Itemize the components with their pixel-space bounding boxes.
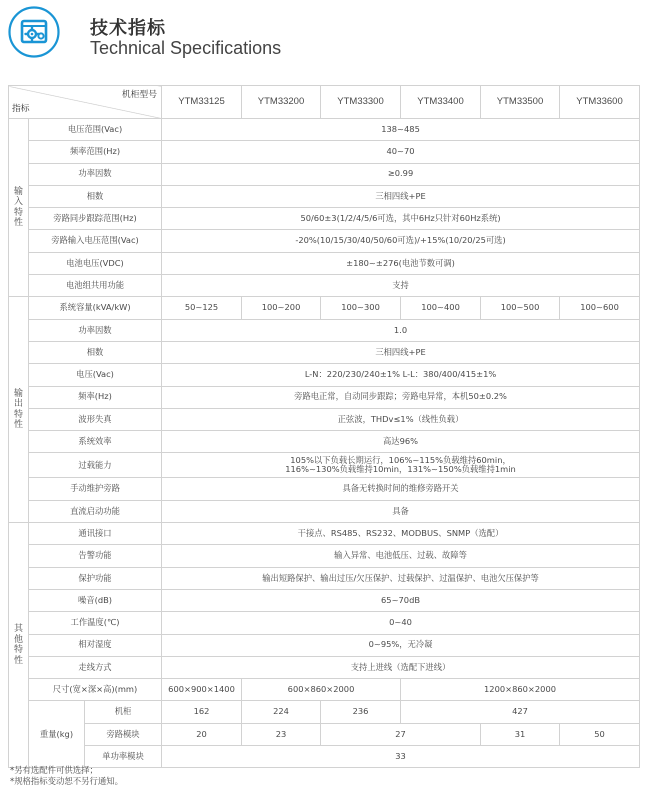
corner-cell xyxy=(9,86,162,119)
row-label: 旁路输入电压范围(Vac) xyxy=(29,230,162,252)
table-row xyxy=(9,545,640,567)
row-value: 31 xyxy=(481,723,560,745)
row-value: 0~95%，无冷凝 xyxy=(162,634,640,656)
table-row xyxy=(9,453,640,478)
row-label: 电压(Vac) xyxy=(29,364,162,386)
row-value: 50~125 xyxy=(162,297,242,319)
row-value: 65~70dB xyxy=(162,589,640,611)
table-row xyxy=(9,656,640,678)
row-value: 20 xyxy=(162,723,242,745)
row-value: 50/60±3(1/2/4/5/6可选，其中6Hz只针对60Hz系统) xyxy=(162,208,640,230)
footnote: *规格指标变动恕不另行通知。 xyxy=(10,775,124,786)
row-value: 23 xyxy=(242,723,321,745)
row-value: 40~70 xyxy=(162,141,640,163)
row-value: 支持上进线（选配下进线） xyxy=(162,656,640,678)
row-value: 162 xyxy=(162,701,242,723)
row-value: 600×900×1400 xyxy=(162,679,242,701)
row-value: 1.0 xyxy=(162,319,640,341)
row-value: 支持 xyxy=(162,275,640,297)
table-row xyxy=(9,701,640,723)
row-value: 三相四线+PE xyxy=(162,341,640,363)
row-label: 频率(Hz) xyxy=(29,386,162,408)
table-row xyxy=(9,341,640,363)
table-row xyxy=(9,500,640,522)
row-label: 告警功能 xyxy=(29,545,162,567)
row-value: 600×860×2000 xyxy=(242,679,401,701)
header-row xyxy=(9,86,640,119)
row-value: 100~600 xyxy=(560,297,640,319)
row-value: 具备无转换时间的维修旁路开关 xyxy=(162,478,640,500)
row-value: ≥0.99 xyxy=(162,163,640,185)
row-value: 输入异常、电池低压、过载、故障等 xyxy=(162,545,640,567)
row-value: 0~40 xyxy=(162,612,640,634)
row-label: 功率因数 xyxy=(29,319,162,341)
table-row xyxy=(9,723,640,745)
page-header xyxy=(8,6,648,64)
table-row xyxy=(9,163,640,185)
overload-line-1: 105%以下负载长期运行，106%~115%负载维持60min， xyxy=(290,454,511,465)
row-value: 输出短路保护、输出过压/欠压保护、过载保护、过温保护、电池欠压保护等 xyxy=(162,567,640,589)
row-value: 旁路电正常，自动同步跟踪；旁路电异常，本机50±0.2% xyxy=(162,386,640,408)
row-label: 走线方式 xyxy=(29,656,162,678)
row-label: 重量(kg) xyxy=(29,701,85,768)
row-label: 过载能力 xyxy=(29,453,162,478)
sub-label: 旁路模块 xyxy=(85,723,162,745)
row-label: 噪音(dB) xyxy=(29,589,162,611)
sub-label: 单功率模块 xyxy=(85,746,162,768)
corner-label-model: 机柜型号 xyxy=(121,90,158,100)
table-row xyxy=(9,364,640,386)
row-value: 正弦波，THDv≤1%（线性负载） xyxy=(162,408,640,430)
row-label: 直流启动功能 xyxy=(29,500,162,522)
table-row xyxy=(9,408,640,430)
row-value: -20%(10/15/30/40/50/60可选)/+15%(10/20/25可选) xyxy=(162,230,640,252)
model-cell: YTM33125 xyxy=(162,86,242,119)
model-cell: YTM33200 xyxy=(242,86,321,119)
footnote: *另有选配件可供选择； xyxy=(10,765,98,775)
row-value: 干接点、RS485、RS232、MODBUS、SNMP（选配） xyxy=(162,523,640,545)
row-value: 100~300 xyxy=(321,297,401,319)
row-value: 1200×860×2000 xyxy=(401,679,640,701)
row-value: 138~485 xyxy=(162,119,640,141)
table-row xyxy=(9,119,640,141)
row-value: 224 xyxy=(242,701,321,723)
table-row xyxy=(9,185,640,207)
table-row xyxy=(9,275,640,297)
row-value: 高达96% xyxy=(162,431,640,453)
sub-label: 机柜 xyxy=(85,701,162,723)
row-label: 尺寸(宽×深×高)(mm) xyxy=(29,679,162,701)
table-row xyxy=(9,386,640,408)
group-other: 其 他 特 性 xyxy=(9,523,29,768)
row-label: 工作温度(℃) xyxy=(29,612,162,634)
group-input: 输 入 特 性 xyxy=(9,119,29,297)
model-cell: YTM33600 xyxy=(560,86,640,119)
spec-table xyxy=(8,85,640,768)
row-label: 电池电压(VDC) xyxy=(29,252,162,274)
row-label: 电池组共用功能 xyxy=(29,275,162,297)
row-label: 相数 xyxy=(29,341,162,363)
row-label: 保护功能 xyxy=(29,567,162,589)
table-row xyxy=(9,567,640,589)
row-label: 手动维护旁路 xyxy=(29,478,162,500)
row-value: 236 xyxy=(321,701,401,723)
row-label: 系统容量(kVA/kW) xyxy=(29,297,162,319)
table-row xyxy=(9,679,640,701)
row-value: L-N：220/230/240±1% L-L：380/400/415±1% xyxy=(162,364,640,386)
row-value: ±180~±276(电池节数可调) xyxy=(162,252,640,274)
table-row xyxy=(9,634,640,656)
row-value xyxy=(162,453,640,478)
row-value: 100~400 xyxy=(401,297,481,319)
row-label: 功率因数 xyxy=(29,163,162,185)
page-title-en: Technical Specifications xyxy=(90,38,282,58)
table-row xyxy=(9,431,640,453)
row-label: 电压范围(Vac) xyxy=(29,119,162,141)
corner-label-spec: 指标 xyxy=(12,103,30,114)
table-row xyxy=(9,589,640,611)
group-output: 输 出 特 性 xyxy=(9,297,29,523)
page-title-cn: 技术指标 xyxy=(90,18,166,39)
row-label: 旁路同步跟踪范围(Hz) xyxy=(29,208,162,230)
table-row xyxy=(9,230,640,252)
row-value: 50 xyxy=(560,723,640,745)
table-row xyxy=(9,252,640,274)
model-cell: YTM33500 xyxy=(481,86,560,119)
table-row xyxy=(9,523,640,545)
row-value: 具备 xyxy=(162,500,640,522)
row-label: 相对湿度 xyxy=(29,634,162,656)
model-cell: YTM33300 xyxy=(321,86,401,119)
model-cell: YTM33400 xyxy=(401,86,481,119)
row-label: 波形失真 xyxy=(29,408,162,430)
row-value: 100~200 xyxy=(242,297,321,319)
row-label: 通讯接口 xyxy=(29,523,162,545)
table-row xyxy=(9,141,640,163)
row-value: 27 xyxy=(321,723,481,745)
table-row xyxy=(9,478,640,500)
row-value: 三相四线+PE xyxy=(162,185,640,207)
overload-line-2: 116%~130%负载维持10min，131%~150%负载维持1min xyxy=(285,464,516,475)
gear-settings-icon xyxy=(8,6,60,58)
table-row xyxy=(9,612,640,634)
row-label: 频率范围(Hz) xyxy=(29,141,162,163)
row-value: 33 xyxy=(162,746,640,768)
row-label: 系统效率 xyxy=(29,431,162,453)
footnotes xyxy=(10,765,123,787)
table-row xyxy=(9,319,640,341)
row-label: 相数 xyxy=(29,185,162,207)
table-row xyxy=(9,297,640,319)
row-value: 100~500 xyxy=(481,297,560,319)
table-row xyxy=(9,208,640,230)
row-value: 427 xyxy=(401,701,640,723)
